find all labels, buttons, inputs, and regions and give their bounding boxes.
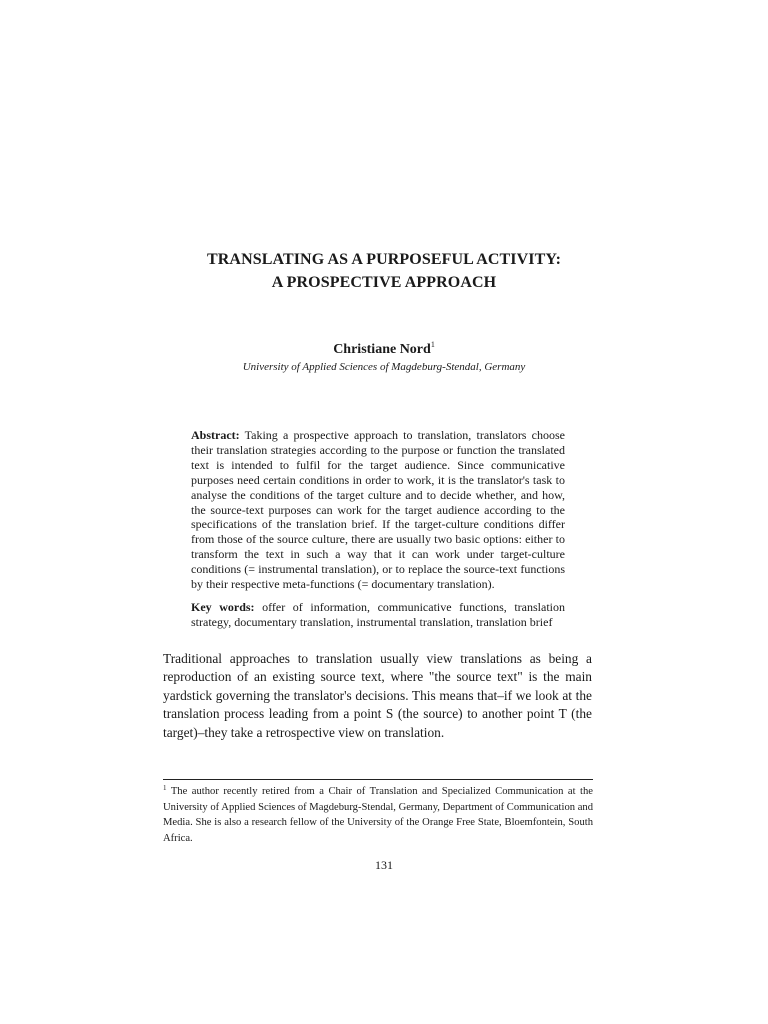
keywords-label: Key words: bbox=[191, 600, 255, 614]
author-footnote-mark: 1 bbox=[430, 340, 435, 349]
keywords bbox=[191, 600, 565, 630]
author-name bbox=[0, 341, 768, 359]
footnote-mark: 1 bbox=[163, 784, 167, 792]
paper-title bbox=[0, 248, 768, 294]
keywords-text: offer of information, communicative functions, translation strategy, documentary translation, instrumental translation, translation brief bbox=[191, 600, 566, 629]
title-line-2: A PROSPECTIVE APPROACH bbox=[271, 274, 497, 291]
author-affiliation: University of Applied Sciences of Magdeburg-Stendal, Germany bbox=[242, 361, 526, 373]
abstract bbox=[191, 428, 565, 592]
footnote-divider bbox=[163, 779, 593, 780]
footnote bbox=[163, 784, 593, 846]
abstract-label: Abstract: bbox=[191, 428, 240, 442]
page-number: 131 bbox=[375, 858, 393, 872]
body-paragraph: Traditional approaches to translation usually view translations as being a reproduction of an existing source text, where "the source text" is the main yardstick governing the translator's decisions. This means that–if we look at the translation process leading from a point S (the source) to another point T (the target)–they take a retrospective view on translation. bbox=[163, 651, 592, 740]
abstract-text: Taking a prospective approach to translation, translators choose their translation strategies according to the purpose or function the translated text is intended to fulfil for the target audience. Since communicative purposes need certain conditions in order to work, it is the translator's task to analyse the conditions of the target culture and to decide whether, and how, the source-text purposes can work for the target audience according to the specifications of the translation brief. If the target-culture conditions differ from those of the source culture, there are usually two basic options: either to transform the text in such a way that it can work under target-culture conditions (= instrumental translation), or to replace the source-text functions by their respective meta-functions (= documentary translation). bbox=[191, 428, 565, 592]
author-name-text: Christiane Nord bbox=[333, 342, 431, 357]
title-line-1: TRANSLATING AS A PURPOSEFUL ACTIVITY: bbox=[206, 251, 561, 268]
footnote-text: The author recently retired from a Chair of Translation and Specialized Communication at the University of Applied Sciences of Magdeburg-Stendal, Germany, Department of Communication and Media. She is also a research fellow of the University of the Orange Free State, Bloemfontein, South Africa. bbox=[163, 786, 594, 844]
